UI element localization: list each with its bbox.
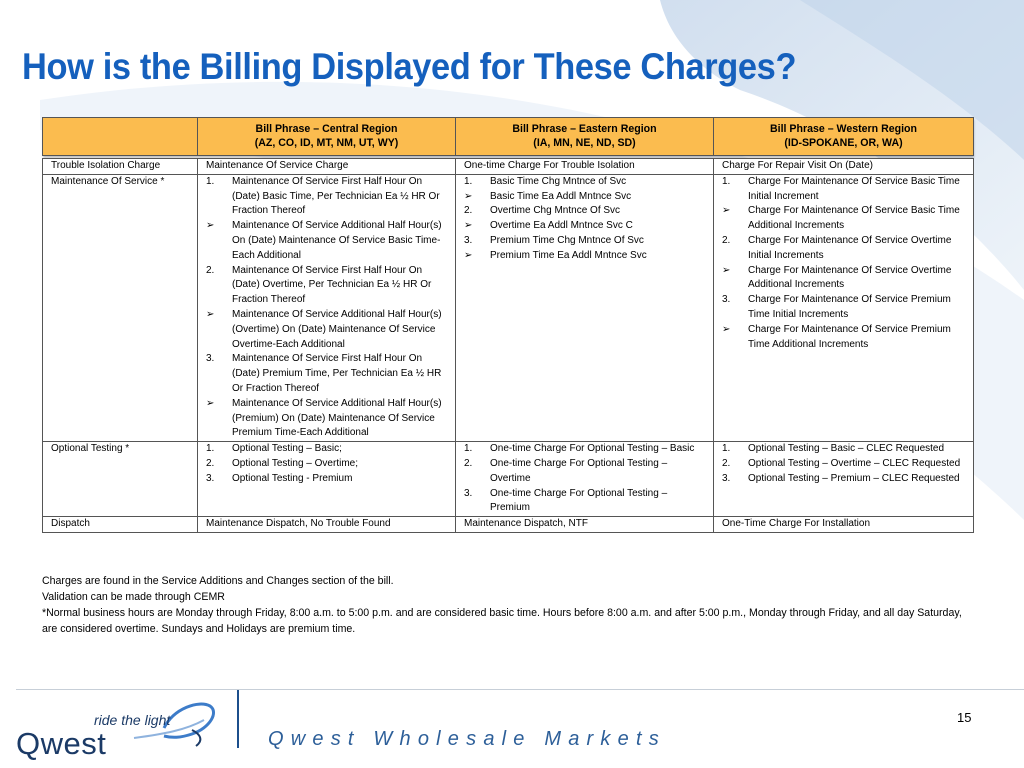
list-item-text: Maintenance Of Service First Half Hour On (Date) Overtime, Per Technician Ea ½ HR Or Fraction Thereof: [232, 264, 432, 306]
list-item: [206, 175, 451, 219]
header-western: [714, 118, 974, 156]
list-item: [722, 264, 969, 294]
list-item-text: Maintenance Of Service Additional Half Hour(s) On (Date) Maintenance Of Service Basic Time-Each Additional: [232, 220, 442, 261]
list-item-text: One-time Charge For Optional Testing – Basic: [490, 443, 695, 455]
cell-mos-western: [714, 174, 974, 441]
cell-trouble-central: Maintenance Of Service Charge: [198, 159, 456, 175]
qwest-wordmark: Qwest: [16, 726, 107, 761]
qwest-wholesale-markets: Qwest Wholesale Markets: [268, 728, 666, 750]
list-marker: 1.: [206, 443, 215, 455]
list-marker: 2.: [206, 264, 215, 276]
list-marker: ➢: [206, 220, 215, 232]
list-item: [464, 190, 709, 205]
list-item: [206, 397, 451, 441]
list-item: [722, 323, 969, 353]
list-item: [464, 175, 709, 190]
cell-dispatch-eastern: Maintenance Dispatch, NTF: [456, 517, 714, 533]
list-item-text: Charge For Maintenance Of Service Basic Time Initial Increment: [748, 175, 960, 202]
list-marker: 2.: [464, 205, 473, 217]
list-item: [206, 457, 451, 472]
list-marker: ➢: [722, 323, 731, 335]
list-item: [206, 442, 451, 457]
note-validation: Validation can be made through CEMR: [42, 591, 225, 603]
list-item-text: Charge For Maintenance Of Service Premium Time Additional Increments: [748, 323, 951, 350]
list-marker: 2.: [722, 457, 731, 469]
list-item-text: Charge For Maintenance Of Service Overtime Initial Increments: [748, 234, 952, 261]
cell-optional-central: [198, 442, 456, 517]
bullet-list: [722, 442, 969, 486]
bullet-list: [206, 175, 451, 441]
list-item-text: Maintenance Of Service First Half Hour On (Date) Premium Time, Per Technician Ea ½ HR Or Fraction Thereof: [232, 353, 442, 394]
footnotes: [42, 573, 972, 637]
list-item-text: Maintenance Of Service First Half Hour On (Date) Basic Time, Per Technician Ea ½ HR Or Fraction Thereof: [232, 175, 440, 217]
footer-vertical-divider: [237, 690, 239, 748]
list-marker: 1.: [464, 175, 473, 187]
list-item-text: One-time Charge For Optional Testing – Premium: [490, 487, 668, 514]
bullet-list: [464, 175, 709, 264]
list-item-text: Optional Testing – Basic;: [232, 443, 342, 455]
list-marker: 1.: [722, 443, 731, 455]
list-marker: ➢: [464, 190, 473, 202]
slide-title: How is the Billing Displayed for These Charges?: [22, 46, 797, 87]
list-marker: 3.: [464, 234, 473, 246]
bullet-list: [464, 442, 709, 516]
bullet-list: [722, 175, 969, 353]
list-marker: 3.: [206, 472, 215, 484]
list-item: [464, 204, 709, 219]
list-item: [206, 264, 451, 308]
list-item: [722, 234, 969, 264]
list-item: [464, 219, 709, 234]
list-item: [464, 234, 709, 249]
list-marker: ➢: [464, 220, 473, 232]
cell-trouble-western: Charge For Repair Visit On (Date): [714, 159, 974, 175]
list-item-text: One-time Charge For Optional Testing – Overtime: [490, 457, 668, 484]
list-marker: 1.: [722, 175, 731, 187]
tagline: ride the light: [94, 712, 171, 728]
list-marker: ➢: [206, 308, 215, 320]
list-marker: 3.: [722, 472, 731, 484]
list-marker: ➢: [464, 249, 473, 261]
cell-mos-central: [198, 174, 456, 441]
list-marker: 1.: [206, 175, 215, 187]
header-western-line1: Bill Phrase – Western Region: [770, 123, 917, 135]
table-row: [43, 517, 974, 533]
list-item: [206, 219, 451, 263]
list-marker: 2.: [464, 457, 473, 469]
table-header-row: [43, 118, 974, 156]
list-item-text: Charge For Maintenance Of Service Basic Time Additional Increments: [748, 205, 960, 232]
list-item: [722, 175, 969, 205]
header-eastern-line2: (IA, MN, NE, ND, SD): [533, 137, 636, 149]
table-row: [43, 159, 974, 175]
list-marker: 3.: [206, 353, 215, 365]
list-item: [722, 204, 969, 234]
row-label-trouble: Trouble Isolation Charge: [43, 159, 198, 175]
header-western-line2: (ID-SPOKANE, OR, WA): [784, 137, 903, 149]
list-item-text: Premium Time Chg Mntnce Of Svc: [490, 234, 644, 246]
list-item: [206, 308, 451, 352]
cell-optional-eastern: [456, 442, 714, 517]
list-item-text: Maintenance Of Service Additional Half Hour(s) (Premium) On (Date) Maintenance Of Service Premium Time-Each Additional: [232, 397, 442, 439]
list-marker: 3.: [464, 487, 473, 499]
list-marker: 3.: [722, 294, 731, 306]
list-item-text: Optional Testing - Premium: [232, 472, 353, 484]
list-item-text: Optional Testing – Overtime – CLEC Requested: [748, 457, 961, 469]
list-item-text: Charge For Maintenance Of Service Premium Time Initial Increments: [748, 294, 951, 320]
cell-dispatch-western: One-Time Charge For Installation: [714, 517, 974, 533]
table-row: [43, 442, 974, 517]
list-item: [722, 442, 969, 457]
list-marker: 1.: [464, 443, 473, 455]
header-eastern: [456, 118, 714, 156]
list-item: [722, 293, 969, 323]
cell-optional-western: [714, 442, 974, 517]
header-cell-blank: [43, 118, 198, 156]
page-number: 15: [957, 710, 972, 725]
list-item: [722, 457, 969, 472]
list-marker: ➢: [722, 205, 731, 217]
list-item: [464, 457, 709, 487]
cell-trouble-eastern: One-time Charge For Trouble Isolation: [456, 159, 714, 175]
list-item-text: Overtime Chg Mntnce Of Svc: [490, 205, 621, 217]
cell-mos-eastern: [456, 174, 714, 441]
list-item-text: Basic Time Ea Addl Mntnce Svc: [490, 190, 632, 202]
list-item: [206, 352, 451, 396]
list-item-text: Optional Testing – Overtime;: [232, 457, 358, 469]
list-item-text: Premium Time Ea Addl Mntnce Svc: [490, 249, 647, 261]
list-item-text: Basic Time Chg Mntnce of Svc: [490, 175, 627, 187]
cell-dispatch-central: Maintenance Dispatch, No Trouble Found: [198, 517, 456, 533]
list-marker: 2.: [206, 457, 215, 469]
header-eastern-line1: Bill Phrase – Eastern Region: [512, 123, 657, 135]
list-item-text: Charge For Maintenance Of Service Overtime Additional Increments: [748, 264, 952, 291]
bullet-list: [206, 442, 451, 486]
note-service-additions: Charges are found in the Service Additions and Changes section of the bill.: [42, 575, 394, 587]
row-label-dispatch: Dispatch: [43, 517, 198, 533]
list-item: [464, 487, 709, 517]
list-item-text: Optional Testing – Basic – CLEC Requested: [748, 443, 945, 455]
list-item-text: Overtime Ea Addl Mntnce Svc C: [490, 220, 633, 232]
table-row: [43, 174, 974, 441]
list-item-text: Maintenance Of Service Additional Half Hour(s) (Overtime) On (Date) Maintenance Of Service Overtime-Each Additional: [232, 308, 442, 350]
header-central-line2: (AZ, CO, ID, MT, NM, UT, WY): [254, 137, 399, 149]
list-item-text: Optional Testing – Premium – CLEC Requested: [748, 472, 960, 484]
header-central: [198, 118, 456, 156]
list-marker: ➢: [206, 397, 215, 409]
list-item: [464, 249, 709, 264]
header-central-line1: Bill Phrase – Central Region: [255, 123, 398, 135]
list-item: [464, 442, 709, 457]
list-marker: ➢: [722, 264, 731, 276]
list-item: [206, 472, 451, 487]
row-label-mos: Maintenance Of Service *: [43, 174, 198, 441]
list-item: [722, 472, 969, 487]
list-marker: 2.: [722, 234, 731, 246]
row-label-optional: Optional Testing *: [43, 442, 198, 517]
billing-table: [42, 117, 974, 533]
note-business-hours: *Normal business hours are Monday through Friday, 8:00 a.m. to 5:00 p.m. and are considered basic time. Hours before 8:00 a.m. and after 5:00 p.m., Monday through Friday, and all day Saturday, are considered overtime. Sundays and Holidays are premium time.: [42, 607, 962, 635]
